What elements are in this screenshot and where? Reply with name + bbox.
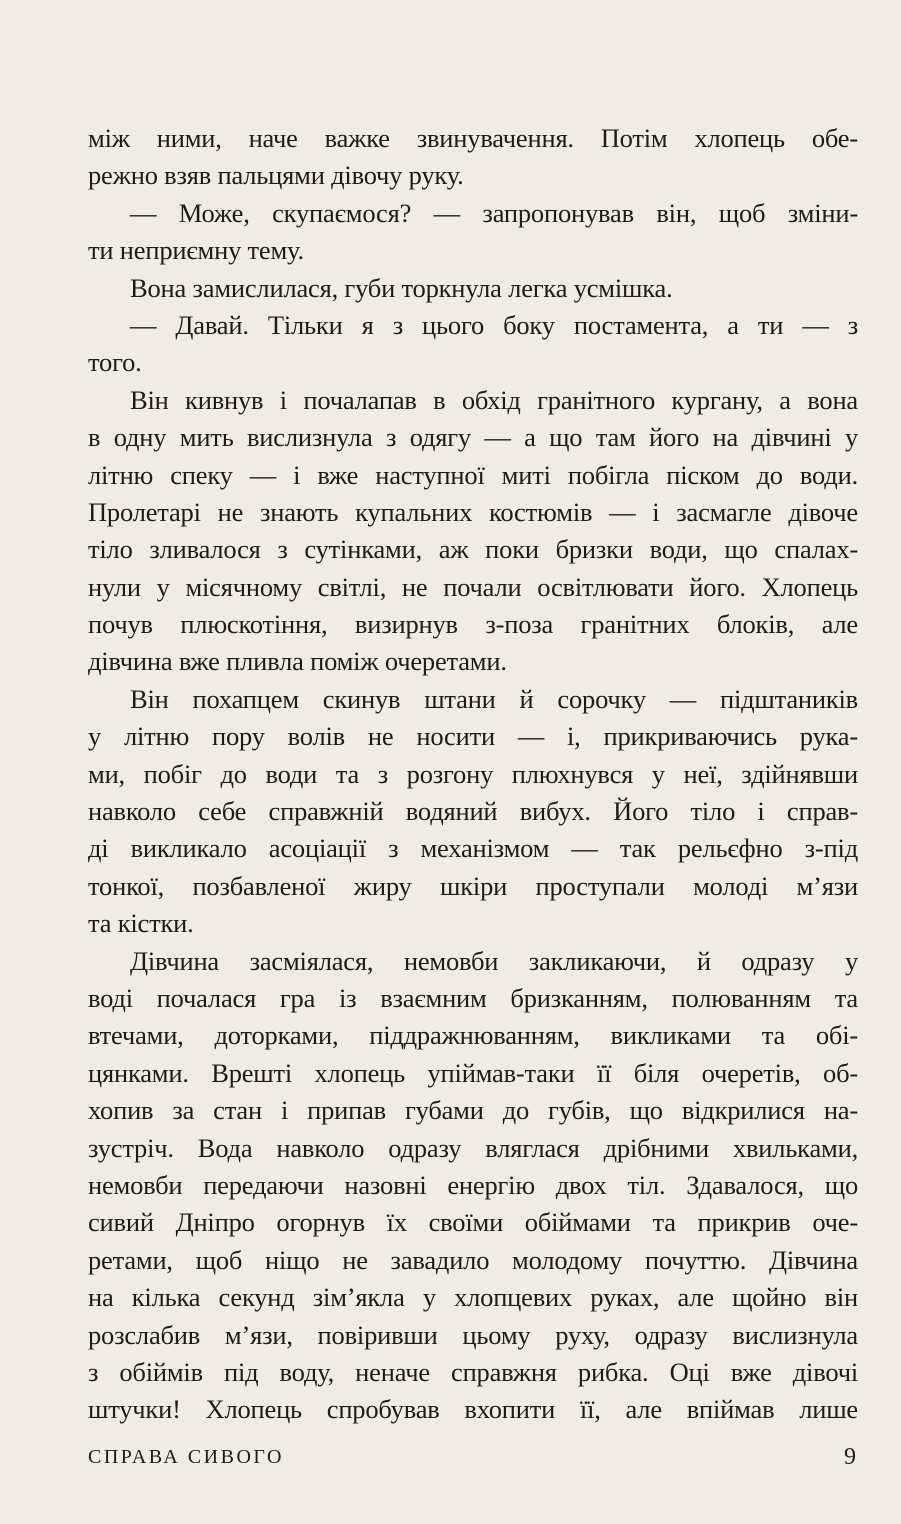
text-line: ді викликало асоціації з механізмом — так рельєфно з-під xyxy=(88,833,858,864)
text-line: в одну мить вислизнула з одягу — а що там його на дівчині у xyxy=(88,422,858,453)
text-line: режно взяв пальцями дівочу руку. xyxy=(88,160,464,191)
text-line: між ними, наче важке звинувачення. Потім хлопець обе- xyxy=(88,123,858,153)
text-line: тіло зливалося з сутінками, аж поки бризки води, що спалах- xyxy=(88,534,858,565)
text-line: — Давай. Тільки я з цього боку постамента, а ти — з xyxy=(130,309,858,340)
text-line: ретами, щоб ніщо не завадило молодому почуттю. Дівчина xyxy=(88,1244,858,1275)
text-line: воді почалася гра із взаємним бризканням, полюванням та xyxy=(88,982,858,1013)
text-line: того. xyxy=(88,347,142,378)
text-line: нули у місячному світлі, не почали освітлювати його. Хлопець xyxy=(88,571,858,602)
text-line: Він похапцем скинув штани й сорочку — підштаників xyxy=(130,683,858,714)
text-line: ми, побіг до води та з розгону плюхнувся у неї, здійнявши xyxy=(88,758,858,789)
text-line: на кілька секунд зім’якла у хлопцевих руках, але щойно він xyxy=(88,1282,858,1313)
text-line: втечами, доторками, піддражнюванням, викликами та обі- xyxy=(88,1020,858,1051)
text-line: літню спеку — і вже наступної миті побігла піском до води. xyxy=(88,459,858,490)
text-line: з обіймів під воду, неначе справжня рибка. Оці вже дівочі xyxy=(88,1356,858,1387)
text-line: Пролетарі не знають купальних костюмів — і засмагле дівоче xyxy=(88,496,858,527)
page-footer xyxy=(88,1446,858,1476)
text-line: сивий Дніпро огорнув їх своїми обіймами та прикрив оче- xyxy=(88,1207,858,1238)
text-line: Дівчина засміялася, немовби закликаючи, й одразу у xyxy=(130,945,858,976)
text-line: та кістки. xyxy=(88,908,194,939)
page-body xyxy=(88,120,858,1429)
text-line: ти неприємну тему. xyxy=(88,235,304,266)
page-number: 9 xyxy=(844,1444,856,1470)
text-line: немовби передаючи назовні енергію двох тіл. Здавалося, що xyxy=(88,1169,858,1200)
text-line: Вона замислилася, губи торкнула легка усмішка. xyxy=(130,272,673,303)
text-line: хопив за стан і припав губами до губів, що відкрилися на- xyxy=(88,1095,858,1126)
text-line: почув плюскотіння, визирнув з-поза гранітних блоків, але xyxy=(88,609,858,640)
text-line: штучки! Хлопець спробував вхопити її, але впіймав лише xyxy=(88,1394,858,1425)
text-line: зустріч. Вода навколо одразу вляглася дрібними хвильками, xyxy=(88,1132,858,1163)
text-line: Він кивнув і почалапав в обхід гранітного кургану, а вона xyxy=(130,384,858,415)
text-line: навколо себе справжній водяний вибух. Його тіло і справ- xyxy=(88,796,858,827)
text-line: — Може, скупаємося? — запропонував він, щоб зміни- xyxy=(130,197,858,228)
running-title: СПРАВА СИВОГО xyxy=(88,1446,284,1468)
text-line: дівчина вже пливла поміж очеретами. xyxy=(88,646,507,677)
text-line: у літню пору волів не носити — і, прикриваючись рука- xyxy=(88,721,858,752)
text-line: цянками. Врешті хлопець упіймав-таки її біля очеретів, об- xyxy=(88,1057,858,1088)
text-line: розслабив м’язи, повіривши цьому руху, одразу вислизнула xyxy=(88,1319,858,1350)
text-line: тонкої, позбавленої жиру шкіри проступали молоді м’язи xyxy=(88,870,858,901)
